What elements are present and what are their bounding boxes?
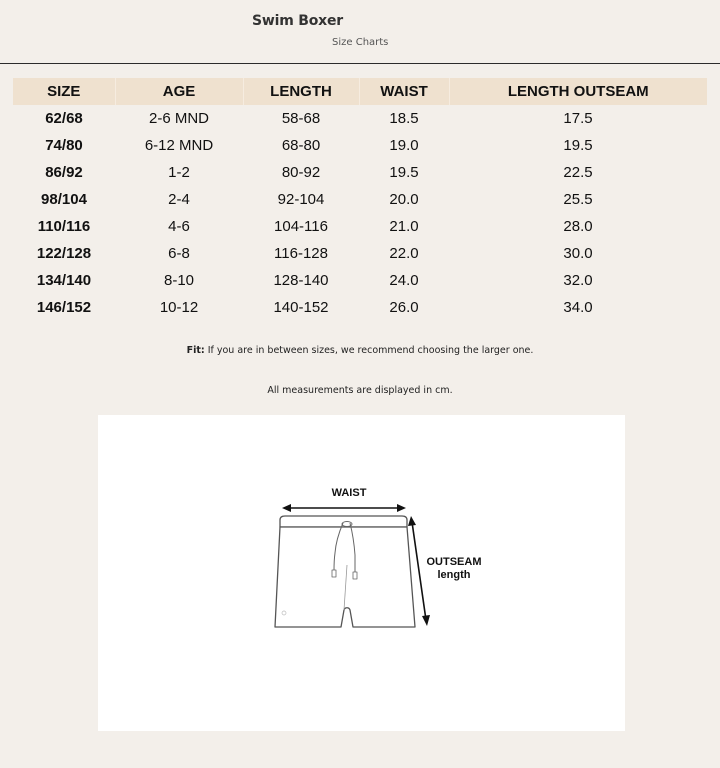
waist-cell: 22.0 [389,245,419,262]
waist-label: WAIST [331,487,367,499]
column-header-waist: WAIST [359,78,449,105]
waist-cell: 21.0 [389,218,419,235]
waist-arrow-icon [282,504,406,512]
measurement-diagram-panel [98,415,625,731]
table-row [13,267,707,294]
waist-cell: 19.0 [389,137,419,154]
age-cell: 2-4 [168,191,190,208]
page-header [0,0,720,64]
length-outseam-cell: 22.5 [563,164,593,181]
length-outseam-cell: 19.5 [563,137,593,154]
length-outseam-cell: 32.0 [563,272,593,289]
fit-label: Fit: [186,345,205,356]
age-cell: 10-12 [159,299,199,316]
age-cell: 2-6 MND [148,110,209,127]
page-title: Swim Boxer [252,13,343,29]
column-header-length-outseam: LENGTH OUTSEAM [449,78,707,105]
waist-cell: 20.0 [389,191,419,208]
length-cell: 80-92 [281,164,321,181]
length-outseam-cell: 17.5 [563,110,593,127]
length-cell: 92-104 [277,191,325,208]
column-header-size: SIZE [13,78,115,105]
swim-boxer-shorts-icon [275,516,415,627]
size-chart-table [13,78,707,321]
column-header-length: LENGTH [243,78,359,105]
measurement-diagram [98,415,625,731]
length-outseam-cell: 28.0 [563,218,593,235]
waist-cell: 26.0 [389,299,419,316]
table-row [13,159,707,186]
length-outseam-cell: 25.5 [563,191,593,208]
size-cell: 134/140 [36,272,92,289]
waist-cell: 18.5 [389,110,419,127]
outseam-label: OUTSEAM [426,556,482,568]
age-cell: 4-6 [168,218,190,235]
outseam-length-label: length [437,569,471,581]
table-row [13,186,707,213]
size-cell: 62/68 [45,110,83,127]
age-cell: 6-12 MND [144,137,214,154]
size-cell: 110/116 [37,218,91,235]
header-divider [0,63,720,64]
age-cell: 6-8 [168,245,190,262]
column-header-age: AGE [115,78,243,105]
page-subtitle: Size Charts [332,37,389,48]
table-row [13,213,707,240]
size-cell: 146/152 [36,299,92,316]
table-row [13,132,707,159]
age-cell: 8-10 [163,272,195,289]
fit-note [0,345,720,356]
waist-cell: 24.0 [389,272,419,289]
size-cell: 98/104 [41,191,87,208]
waist-cell: 19.5 [389,164,419,181]
age-cell: 1-2 [168,164,190,181]
size-cell: 86/92 [45,164,83,181]
table-header-row [13,78,707,105]
fit-text: If you are in between sizes, we recommend choosing the larger one. [204,345,534,356]
table-row [13,294,707,321]
length-cell: 104-116 [274,218,328,235]
length-cell: 128-140 [273,272,329,289]
length-cell: 68-80 [281,137,321,154]
length-cell: 116-128 [274,245,328,262]
length-outseam-cell: 34.0 [563,299,593,316]
size-cell: 74/80 [45,137,83,154]
size-cell: 122/128 [36,245,92,262]
table-row [13,240,707,267]
length-cell: 140-152 [273,299,329,316]
table-row [13,105,707,132]
length-cell: 58-68 [281,110,321,127]
units-note: All measurements are displayed in cm. [267,385,453,396]
length-outseam-cell: 30.0 [563,245,593,262]
